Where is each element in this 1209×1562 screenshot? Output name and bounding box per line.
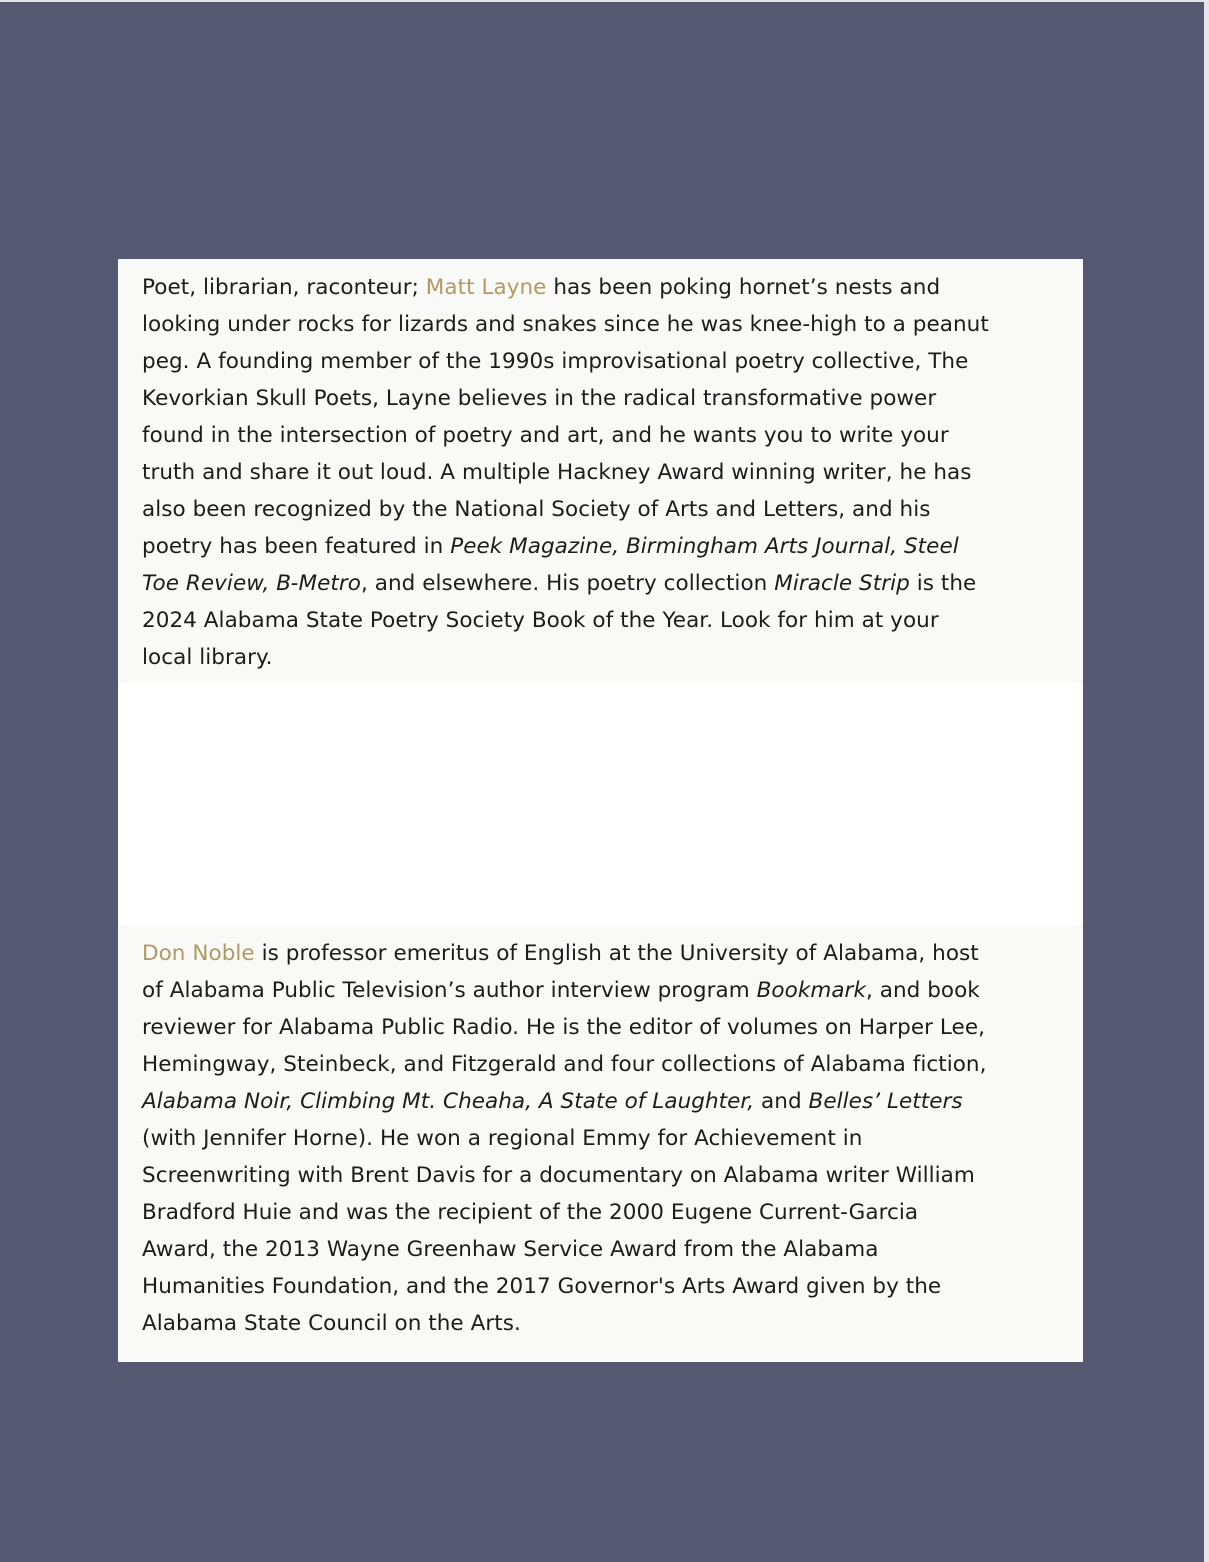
bio-line: Alabama Noir, Climbing Mt. Cheaha, A State of Laughter, and Belles’ Letters: [142, 1089, 963, 1114]
bio-line: local library.: [142, 645, 273, 670]
bio-line: Award, the 2013 Wayne Greenhaw Service Award from the Alabama: [142, 1237, 879, 1262]
top-edge: [0, 0, 1209, 2]
bio-don-noble: [118, 925, 1083, 1362]
bio-line: of Alabama Public Television’s author interview program Bookmark, and book: [142, 978, 980, 1003]
bio-line: 2024 Alabama State Poetry Society Book of the Year. Look for him at your: [142, 608, 939, 633]
bio-line: Hemingway, Steinbeck, and Fitzgerald and four collections of Alabama fiction,: [142, 1052, 987, 1077]
bio-line: looking under rocks for lizards and snakes since he was knee-high to a peanut: [142, 312, 989, 337]
bio-line: Don Noble is professor emeritus of English at the University of Alabama, host: [142, 941, 979, 966]
content-panel: [118, 259, 1083, 1362]
don-noble-link[interactable]: Don Noble: [142, 941, 255, 966]
matt-layne-link[interactable]: Matt Layne: [425, 275, 547, 300]
bio-line: Toe Review, B-Metro, and elsewhere. His poetry collection Miracle Strip is the: [142, 571, 977, 596]
bio-line: truth and share it out loud. A multiple Hackney Award winning writer, he has: [142, 460, 972, 485]
bio-line: also been recognized by the National Society of Arts and Letters, and his: [142, 497, 931, 522]
right-edge: [1204, 0, 1209, 1562]
bio-line: peg. A founding member of the 1990s improvisational poetry collective, The: [142, 349, 969, 374]
bio-line: reviewer for Alabama Public Radio. He is the editor of volumes on Harper Lee,: [142, 1015, 985, 1040]
bio-line: Kevorkian Skull Poets, Layne believes in the radical transformative power: [142, 386, 937, 411]
bio-line: (with Jennifer Horne). He won a regional Emmy for Achievement in: [142, 1126, 863, 1151]
bio-line: found in the intersection of poetry and art, and he wants you to write your: [142, 423, 949, 448]
bio-line: Screenwriting with Brent Davis for a documentary on Alabama writer William: [142, 1163, 975, 1188]
bio-line: Poet, librarian, raconteur; Matt Layne has been poking hornet’s nests and: [142, 275, 941, 300]
bio-matt-layne: [118, 259, 1083, 683]
bio-line: poetry has been featured in Peek Magazine, Birmingham Arts Journal, Steel: [142, 534, 959, 559]
bio-line: Alabama State Council on the Arts.: [142, 1311, 521, 1336]
bio-line: Bradford Huie and was the recipient of the 2000 Eugene Current-Garcia: [142, 1200, 919, 1225]
bio-line: Humanities Foundation, and the 2017 Governor's Arts Award given by the: [142, 1274, 942, 1299]
